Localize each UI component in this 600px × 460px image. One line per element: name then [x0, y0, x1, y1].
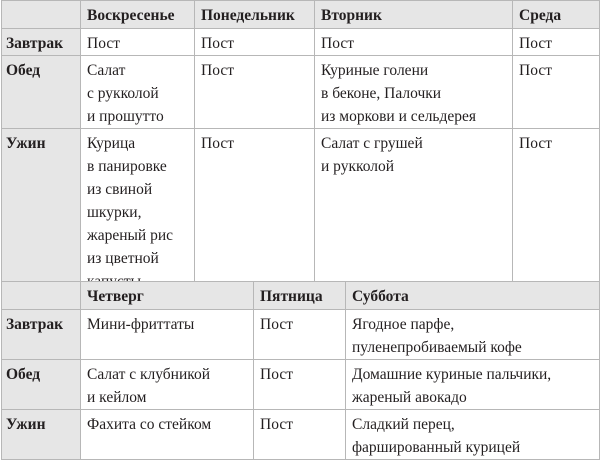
- header-corner: [2, 1, 81, 29]
- header-tuesday: Вторник: [315, 1, 513, 29]
- cell-line: Фахита со стейком: [87, 416, 212, 433]
- meal-cell: [254, 410, 346, 460]
- meal-cell: [81, 360, 254, 410]
- row-breakfast: [2, 29, 600, 56]
- cell-line: Домашние куриные пальчики,: [352, 366, 552, 383]
- meal-cell: [513, 129, 600, 294]
- cell-line: Салат с клубникой: [87, 366, 211, 383]
- cell-line: пуленепробиваемый кофе: [352, 339, 522, 356]
- cell-line: Пост: [260, 366, 293, 383]
- cell-line: Пост: [519, 62, 552, 79]
- cell-line: Курица: [87, 135, 136, 152]
- meal-cell: [315, 29, 513, 56]
- cell-line: фаршированный курицей: [352, 439, 521, 456]
- cell-line: в панировке: [87, 158, 167, 175]
- cell-line: Ягодное парфе,: [352, 316, 455, 333]
- meal-table-sun-wed: [1, 0, 600, 294]
- cell-line: Сладкий перец,: [352, 416, 455, 433]
- cell-line: Салат: [87, 62, 126, 79]
- header-wednesday: Среда: [513, 1, 600, 29]
- cell-line: шкурки,: [87, 204, 142, 221]
- header-row: [2, 282, 600, 310]
- row-lunch: [2, 360, 600, 410]
- cell-line: и прошутто: [87, 108, 164, 125]
- cell-line: жареный рис: [87, 227, 174, 244]
- cell-line: и рукколой: [321, 158, 395, 175]
- meal-table-thu-sat: [1, 281, 600, 460]
- meal-cell: [513, 29, 600, 56]
- cell-line: из свиной: [87, 181, 153, 198]
- meal-cell: [81, 310, 254, 360]
- header-sunday: Воскресенье: [81, 1, 195, 29]
- meal-cell: [254, 310, 346, 360]
- meal-cell: [254, 360, 346, 410]
- header-thursday: Четверг: [81, 282, 254, 310]
- meal-cell: [195, 129, 315, 294]
- header-friday: Пятница: [254, 282, 346, 310]
- header-monday: Понедельник: [195, 1, 315, 29]
- cell-line: и кейлом: [87, 389, 147, 406]
- cell-line: Куриные голени: [321, 62, 429, 79]
- cell-line: Пост: [321, 35, 354, 52]
- cell-line: Пост: [260, 316, 293, 333]
- meal-cell: [346, 360, 600, 410]
- row-dinner: [2, 129, 600, 294]
- cell-line: с рукколой: [87, 85, 159, 102]
- header-saturday: Суббота: [346, 282, 600, 310]
- cell-line: Пост: [519, 35, 552, 52]
- meal-cell: [195, 56, 315, 129]
- row-label: Обед: [2, 360, 81, 410]
- cell-line: жареный авокадо: [352, 389, 467, 406]
- cell-line: из моркови и сельдерея: [321, 108, 477, 125]
- row-label: Завтрак: [2, 310, 81, 360]
- row-breakfast: [2, 310, 600, 360]
- row-dinner: [2, 410, 600, 460]
- row-lunch: [2, 56, 600, 129]
- cell-line: Салат с грушей: [321, 135, 423, 152]
- cell-line: Пост: [201, 62, 234, 79]
- cell-line: из цветной: [87, 250, 159, 267]
- row-label: Обед: [2, 56, 81, 129]
- header-row: [2, 1, 600, 29]
- meal-cell: [315, 129, 513, 294]
- meal-cell: [81, 129, 195, 294]
- row-label: Ужин: [2, 129, 81, 294]
- cell-line: Мини-фриттаты: [87, 316, 195, 333]
- meal-cell: [346, 410, 600, 460]
- cell-line: Пост: [260, 416, 293, 433]
- cell-line: Пост: [201, 135, 234, 152]
- meal-cell: [81, 410, 254, 460]
- meal-cell: [315, 56, 513, 129]
- cell-line: Пост: [201, 35, 234, 52]
- row-label: Завтрак: [2, 29, 81, 56]
- cell-line: в беконе, Палочки: [321, 85, 442, 102]
- meal-cell: [513, 56, 600, 129]
- meal-cell: [346, 310, 600, 360]
- meal-cell: [81, 29, 195, 56]
- row-label: Ужин: [2, 410, 81, 460]
- meal-cell: [81, 56, 195, 129]
- cell-line: Пост: [519, 135, 552, 152]
- meal-cell: [195, 29, 315, 56]
- header-corner: [2, 282, 81, 310]
- cell-line: Пост: [87, 35, 120, 52]
